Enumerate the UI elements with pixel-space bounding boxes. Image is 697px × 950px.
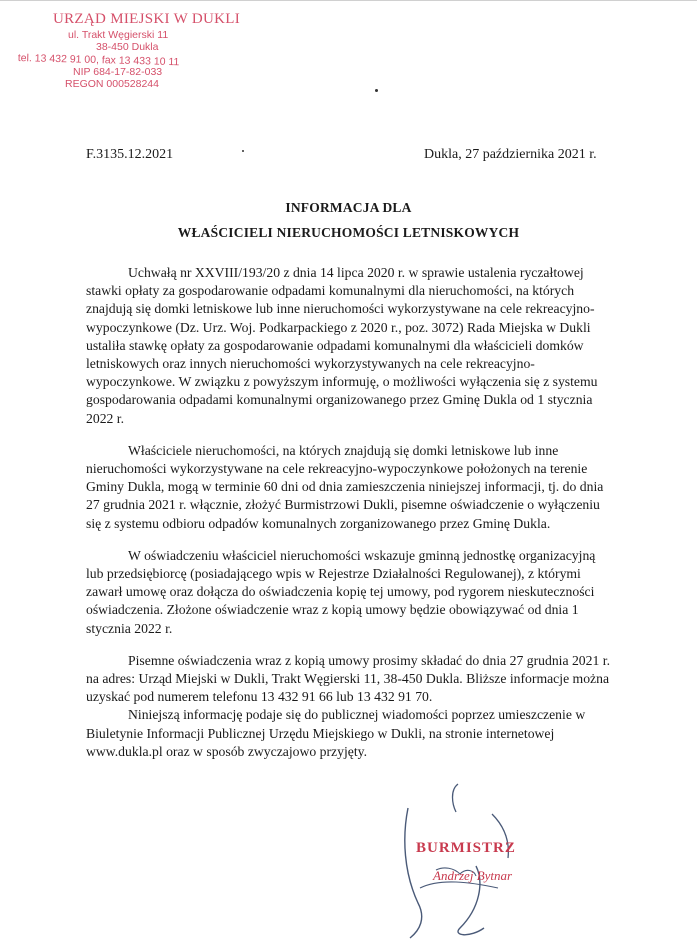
paragraph-owners: Właściciele nieruchomości, na których znajdują się domki letniskowe lub inne nieruchomości wykorzystywane na cele rekreacyjno-wypoczynkowe położonych na terenie Gminy Dukla, mogą w terminie 60 dni od dnia zamieszczenia niniejszej informacji, tj. do dnia 27 grudnia 2021 r. włącznie, złożyć Burmistrzowi Dukli, pisemne oświadczenie o wyłączeniu się z systemu odbioru odpadów komunalnych zorganizowanego przez Gminę Dukla.: [86, 442, 604, 531]
paragraph-declaration: W oświadczeniu właściciel nieruchomości wskazuje gminną jednostkę organizacyjną lub przedsiębiorcę (posiadającego wpis w Rejestrze Działalności Regulowanej), z którymi zawarł umowę oraz dołącza do oświadczenia kopię tej umowy, pod rygorem nieskuteczności oświadczenia. Złożone oświadczenie wraz z kopią umowy będzie obowiązywać od dnia 1 stycznia 2022 r.: [86, 547, 596, 636]
document-reference-number: F.3135.12.2021: [86, 147, 174, 162]
document-title-line-2: WŁAŚCICIELI NIERUCHOMOŚCI LETNISKOWYCH: [177, 225, 520, 240]
place-and-date: Dukla, 27 października 2021 r.: [424, 147, 597, 162]
paragraph-submission: Pisemne oświadczenia wraz z kopią umowy prosimy składać do dnia 27 grudnia 2021 r. na adres: Urząd Miejski w Dukli, Trakt Węgierski 11, 38-450 Dukla. Bliższe informacje można uzyskać pod numerem telefonu 13 432 91 66 lub 13 432 91 70.: [86, 652, 610, 705]
stamp-regon: REGON 000528244: [65, 78, 159, 90]
scan-speck: [375, 89, 378, 92]
document-body: [86, 264, 613, 761]
scan-top-edge: [0, 0, 697, 1]
document-title-line-1: INFORMACJA DLA: [285, 200, 412, 215]
stamp-nip: NIP 684-17-82-033: [73, 66, 163, 78]
paragraph-resolution: Uchwałą nr XXVIII/193/20 z dnia 14 lipca 2020 r. w sprawie ustalenia ryczałtowej stawki opłaty za gospodarowanie odpadami komunalnymi dla nieruchomości, na których znajdują się domki letniskowe lub inne nieruchomości wykorzystywane na cele rekreacyjno-wypoczynkowe (Dz. Urz. Woj. Podkarpackiego z 2020 r., poz. 3072) Rada Miejska w Dukli ustaliła stawkę opłaty za gospodarowanie odpadami komunalnymi dla właścicieli domków letniskowych oraz innych nieruchomości wykorzystywanych na cele rekreacyjno-wypoczynkowe. W związku z powyższym informuję, o możliwości wyłączenia się z systemu gospodarowania odpadami komunalnymi organizowanego przez Gminę Dukla od 1 stycznia 2022 r.: [86, 265, 598, 426]
stamp-office-name: URZĄD MIEJSKI W DUKLI: [53, 11, 240, 27]
stamp-street: ul. Trakt Węgierski 11: [68, 29, 169, 41]
handwritten-signature: [380, 778, 550, 948]
stamp-phone: tel. 13 432 91 00, fax 13 433 10 11: [17, 52, 180, 69]
signature-name-stamp: Andrzej Bytnar: [433, 868, 513, 883]
office-stamp: [18, 10, 248, 92]
signature-title-stamp: BURMISTRZ: [416, 840, 516, 856]
paragraph-publication: Niniejszą informację podaje się do publicznej wiadomości poprzez umieszczenie w Biuletynie Informacji Publicznej Urzędu Miejskiego w Dukli, na stronie internetowej www.dukla.pl oraz w sposób zwyczajowo przyjęty.: [86, 707, 586, 759]
stamp-postal: 38-450 Dukla: [96, 41, 159, 53]
scan-speck: [242, 150, 244, 152]
